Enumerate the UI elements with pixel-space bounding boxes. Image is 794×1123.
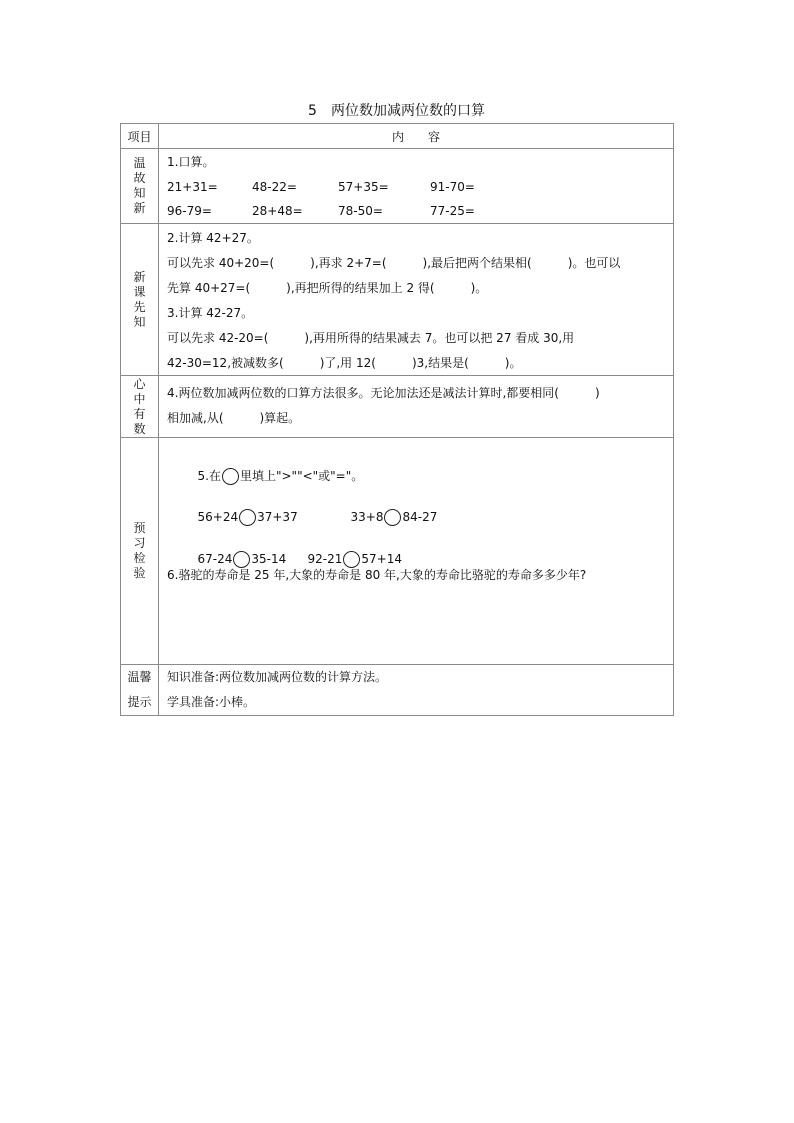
check-label: 预习检验 (133, 521, 146, 580)
calc-item: 91-70= (430, 180, 475, 194)
mind-row (121, 376, 674, 438)
preview-label: 新课先知 (133, 269, 146, 329)
review-label: 温故知新 (133, 156, 146, 215)
calc-item: 57+35= (338, 180, 389, 194)
q4-line-1: 4.两位数加减两位数的口算方法很多。无论加法还是减法计算时,都要相同( ) (167, 386, 600, 400)
compare-right: 84-27 (402, 510, 438, 524)
compare-right: 37+37 (257, 510, 298, 524)
compare-item[interactable] (167, 490, 298, 524)
compare-left: 92-21 (307, 552, 343, 566)
mind-label: 心中有数 (133, 376, 146, 436)
compare-circle-icon (222, 468, 239, 485)
q4-line-2: 相加减,从( )算起。 (167, 411, 301, 425)
review-content (159, 149, 674, 224)
check-content (159, 438, 674, 665)
worksheet-table (120, 123, 674, 716)
q3-line-1: 可以先求 42-20=( ),再用所得的结果减去 7。也可以把 27 看成 30,用 (167, 331, 575, 345)
q5-pre: 5.在 (197, 469, 221, 483)
calc-item: 21+31= (167, 180, 218, 194)
q1-title: 1.口算。 (167, 155, 215, 169)
check-label-cell (121, 438, 159, 665)
tips-label-1: 温馨 (127, 670, 152, 684)
compare-left: 56+24 (197, 510, 239, 524)
header-content: 内 容 (159, 124, 674, 149)
compare-right: 35-14 (251, 552, 287, 566)
tips-content (159, 665, 674, 716)
q2-line-2: 先算 40+27=( ),再把所得的结果加上 2 得( )。 (167, 281, 488, 295)
mind-content (159, 376, 674, 438)
calc-item: 96-79= (167, 204, 212, 218)
page-title: 5 两位数加减两位数的口算 (308, 103, 485, 119)
compare-item[interactable] (167, 532, 287, 566)
compare-circle-icon[interactable] (384, 509, 401, 526)
q5-post: 里填上">""<"或"="。 (239, 469, 364, 483)
mind-label-cell (121, 376, 159, 438)
q2-title: 2.计算 42+27。 (167, 231, 259, 245)
tips-row (121, 665, 674, 716)
compare-item[interactable] (320, 490, 438, 524)
tips-label-2: 提示 (127, 695, 152, 709)
calc-item: 77-25= (430, 204, 475, 218)
q5-title (167, 449, 364, 483)
tips-line-2: 学具准备:小棒。 (167, 695, 256, 709)
compare-item[interactable] (277, 532, 402, 566)
compare-left: 67-24 (197, 552, 233, 566)
review-row (121, 149, 674, 224)
q6-text: 6.骆驼的寿命是 25 年,大象的寿命是 80 年,大象的寿命比骆驼的寿命多多少年? (167, 568, 587, 582)
preview-label-cell (121, 224, 159, 376)
q2-line-1: 可以先求 40+20=( ),再求 2+7=( ),最后把两个结果相( )。也可以 (167, 256, 621, 270)
preview-content (159, 224, 674, 376)
check-row (121, 438, 674, 665)
preview-row (121, 224, 674, 376)
compare-circle-icon[interactable] (239, 509, 256, 526)
review-label-cell (121, 149, 159, 224)
tips-line-1: 知识准备:两位数加减两位数的计算方法。 (167, 670, 388, 684)
compare-left: 33+8 (350, 510, 384, 524)
q3-line-2: 42-30=12,被减数多( )了,用 12( )3,结果是( )。 (167, 356, 522, 370)
header-project: 项目 (121, 124, 159, 149)
calc-item: 48-22= (252, 180, 297, 194)
header-row (121, 124, 674, 149)
tips-label-cell (121, 665, 159, 716)
calc-item: 78-50= (338, 204, 383, 218)
compare-right: 57+14 (361, 552, 402, 566)
calc-item: 28+48= (252, 204, 303, 218)
q3-title: 3.计算 42-27。 (167, 306, 254, 320)
